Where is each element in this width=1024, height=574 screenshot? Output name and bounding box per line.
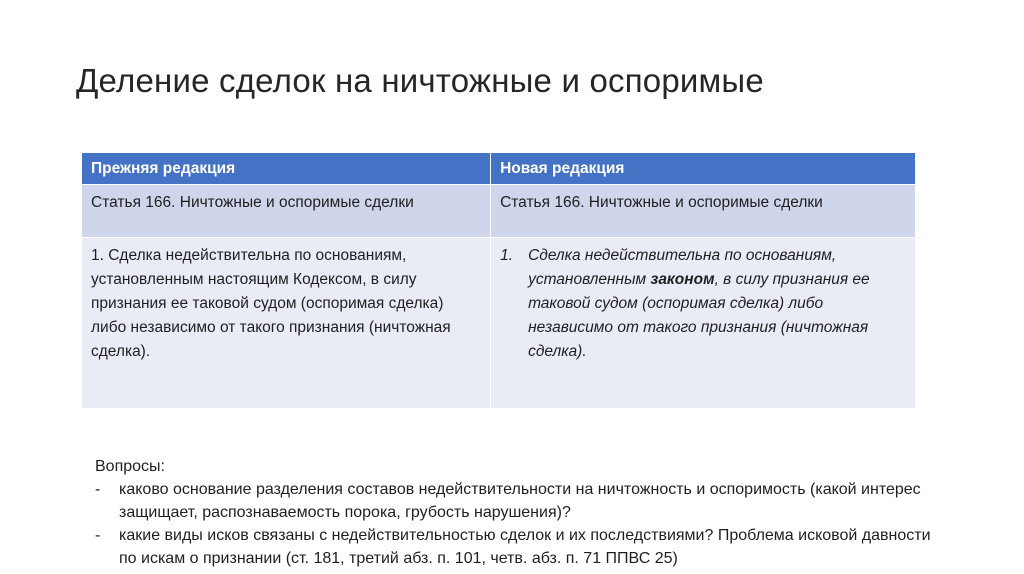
bullet-dash: - <box>95 527 101 544</box>
old-text-cell: 1. Сделка недействительна по основаниям, установленным настоящим Кодексом, в силу признания ее таковой судом (оспоримая сделка) либо независимо от такого признания (ничтожная сделка). <box>82 238 491 409</box>
new-text-bold: законом <box>650 271 715 288</box>
table-row <box>82 238 915 409</box>
slide-title: Деление сделок на ничтожные и оспоримые <box>76 62 764 99</box>
header-new-edition: Новая редакция <box>491 153 915 185</box>
old-article-cell: Статья 166. Ничтожные и оспоримые сделки <box>82 185 491 238</box>
new-article-cell: Статья 166. Ничтожные и оспоримые сделки <box>491 185 915 238</box>
table-header-row <box>82 153 915 185</box>
list-item <box>95 478 935 524</box>
table-row <box>82 185 915 238</box>
new-text-part: , в силу признания ее таковой судом (оспоримая сделка) либо независимо от такого признания (ничтожная сделка). <box>528 271 870 360</box>
new-text-cell <box>491 238 915 409</box>
new-text-body <box>528 244 906 364</box>
list-item <box>95 524 935 570</box>
questions-heading: Вопросы: <box>95 458 165 475</box>
questions-block <box>95 455 935 570</box>
bullet-dash: - <box>95 481 101 498</box>
question-text: какие виды исков связаны с недействительностью сделок и их последствиями? Проблема исковой давности по искам о признании (ст. 181, третий абз. п. 101, четв. абз. п. 71 ППВС 25) <box>119 527 931 567</box>
question-text: каково основание разделения составов недействительности на ничтожность и оспоримость (какой интерес защищает, распознаваемость порока, грубость нарушения)? <box>119 481 921 521</box>
comparison-table <box>82 153 915 408</box>
list-number: 1. <box>500 247 513 264</box>
new-text-item <box>500 244 906 364</box>
new-text-part: Сделка недействительна по основаниям, установленным <box>528 247 837 288</box>
header-old-edition: Прежняя редакция <box>82 153 491 185</box>
